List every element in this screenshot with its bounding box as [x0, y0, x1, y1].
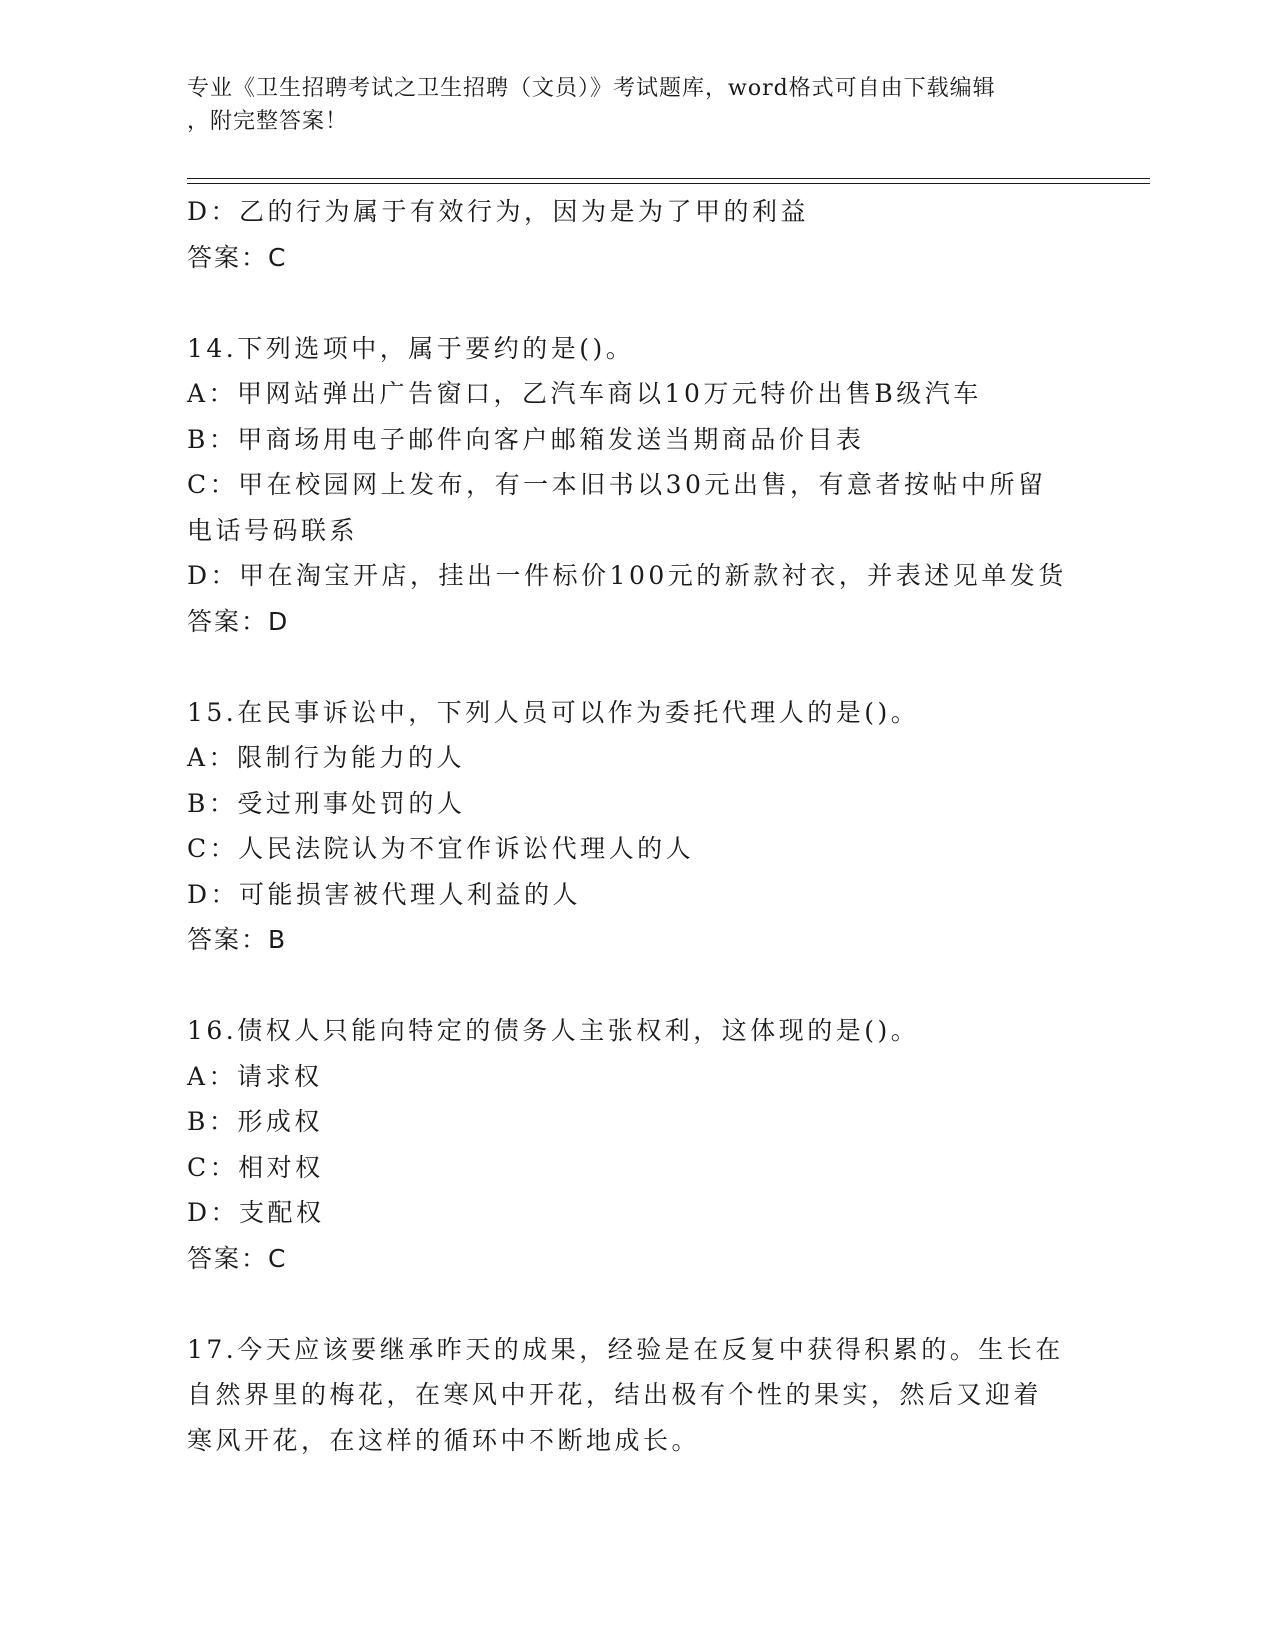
header-divider-top: [187, 178, 1150, 179]
spacer: [187, 1281, 1067, 1327]
answer-line: 答案：C: [187, 1243, 288, 1273]
option-b: B：受过刑事处罚的人: [187, 788, 466, 818]
option-a: A：甲网站弹出广告窗口，乙汽车商以10万元特价出售B级汽车: [187, 379, 982, 408]
header-line-2: ，附完整答案！: [187, 109, 349, 134]
answer-line: 答案：D: [187, 606, 290, 636]
question-17: [187, 1327, 1067, 1464]
option-c: C：相对权: [187, 1152, 324, 1182]
question-stem: 15.在民事诉讼中，下列人员可以作为委托代理人的是()。: [187, 697, 920, 727]
option-a: A：限制行为能力的人: [187, 743, 466, 772]
spacer: [187, 280, 1067, 326]
answer-line: 答案：B: [187, 925, 288, 954]
option-d: D：可能损害被代理人利益的人: [187, 879, 582, 909]
question-13: [187, 189, 1067, 280]
option-d: D：甲在淘宝开店，挂出一件标价100元的新款衬衣，并表述见单发货: [187, 561, 1067, 590]
option-c: C：人民法院认为不宜作诉讼代理人的人: [187, 834, 695, 863]
spacer: [187, 963, 1067, 1009]
option-c-continued: 电话号码联系: [187, 515, 359, 545]
question-stem: 14.下列选项中，属于要约的是()。: [187, 333, 635, 363]
answer-line: 答案：C: [187, 242, 288, 272]
question-stem-continued: 寒风开花，在这样的循环中不断地成长。: [187, 1425, 701, 1455]
question-14: [187, 326, 1067, 645]
option-d: D：支配权: [187, 1198, 325, 1227]
question-stem: 17.今天应该要继承昨天的成果，经验是在反复中获得积累的。生长在: [187, 1334, 1064, 1364]
question-15: [187, 690, 1067, 963]
question-list: [187, 189, 1067, 1463]
question-16: [187, 1008, 1067, 1281]
header-divider-bottom: [187, 183, 1150, 184]
document-header: [187, 72, 1067, 138]
header-line-1: 专业《卫生招聘考试之卫生招聘（文员）》考试题库，word格式可自由下载编辑: [187, 76, 996, 101]
question-stem: 16.债权人只能向特定的债务人主张权利，这体现的是()。: [187, 1016, 920, 1045]
option-c: C：甲在校园网上发布，有一本旧书以30元出售，有意者按帖中所留: [187, 470, 1047, 499]
option-b: B：形成权: [187, 1107, 323, 1136]
spacer: [187, 644, 1067, 690]
question-stem-continued: 自然界里的梅花，在寒风中开花，结出极有个性的果实，然后又迎着: [187, 1380, 1043, 1409]
option-b: B：甲商场用电子邮件向客户邮箱发送当期商品价目表: [187, 424, 865, 454]
option-d: D：乙的行为属于有效行为，因为是为了甲的利益: [187, 197, 810, 226]
option-a: A：请求权: [187, 1061, 323, 1091]
